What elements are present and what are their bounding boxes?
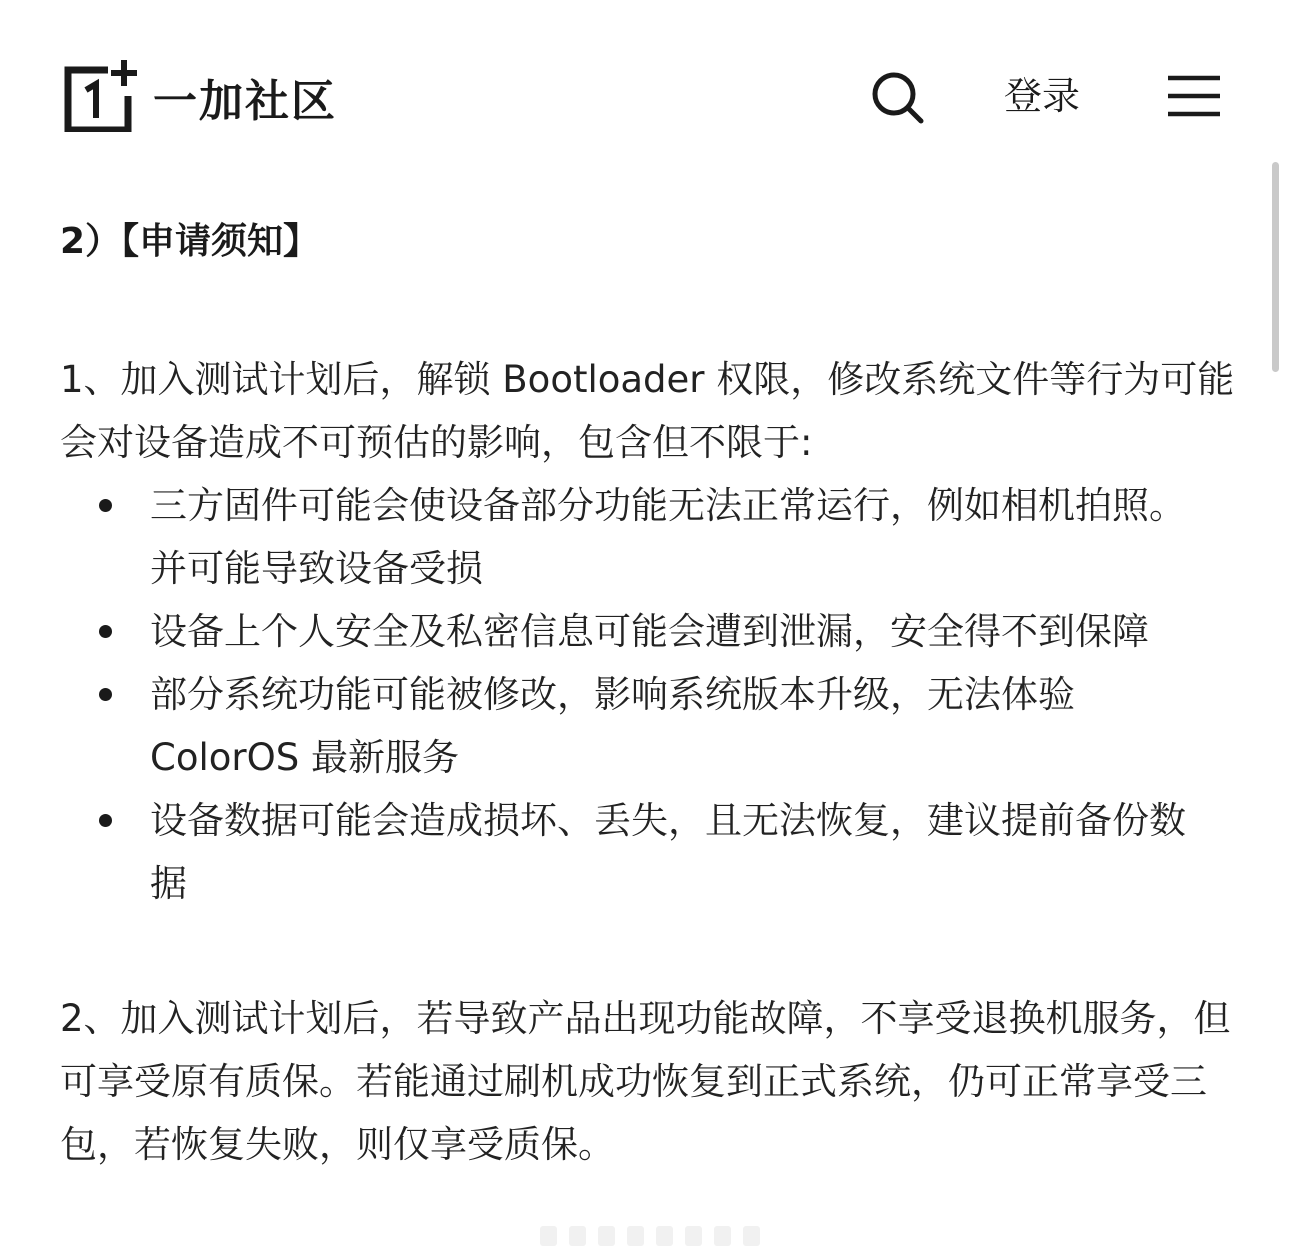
list-item (60, 474, 1210, 600)
bullet-icon (99, 499, 112, 512)
list-item-text: 设备上个人安全及私密信息可能会遭到泄漏，安全得不到保障 (150, 610, 1149, 653)
list-item (60, 663, 1210, 789)
list-item-text: 部分系统功能可能被修改，影响系统版本升级，无法体验 ColorOS 最新服务 (150, 673, 1075, 779)
paragraph-2: 2、加入测试计划后，若导致产品出现功能故障，不享受退换机服务，但可享受原有质保。若能通过刷机成功恢复到正式系统，仍可正常享受三包，若恢复失败，则仅享受质保。 (60, 997, 1231, 1166)
hamburger-menu-icon (1166, 74, 1222, 118)
brand-title[interactable]: 一加社区 (153, 76, 337, 127)
bullet-icon (99, 814, 112, 827)
menu-button[interactable] (1166, 74, 1222, 118)
list-item (60, 600, 1210, 663)
scrollbar[interactable] (1272, 162, 1279, 372)
watermark (540, 1226, 760, 1252)
search-button[interactable] (868, 68, 928, 128)
list-item (60, 789, 1210, 915)
list-item-text: 三方固件可能会使设备部分功能无法正常运行，例如相机拍照。并可能导致设备受损 (150, 484, 1186, 590)
login-button[interactable]: 登录 (1004, 74, 1081, 118)
section-title: 2）【申请须知】 (60, 221, 320, 262)
list-item-text: 设备数据可能会造成损坏、丢失，且无法恢复，建议提前备份数据 (150, 799, 1186, 905)
oneplus-logo-icon[interactable] (64, 60, 140, 132)
top-header (0, 0, 1290, 200)
search-icon (868, 68, 928, 128)
risk-list (60, 474, 1240, 915)
article-content (60, 212, 1240, 1176)
paragraph-1: 1、加入测试计划后，解锁 Bootloader 权限，修改系统文件等行为可能会对设备造成不可预估的影响，包含但不限于: (60, 358, 1235, 464)
bullet-icon (99, 688, 112, 701)
bullet-icon (99, 625, 112, 638)
